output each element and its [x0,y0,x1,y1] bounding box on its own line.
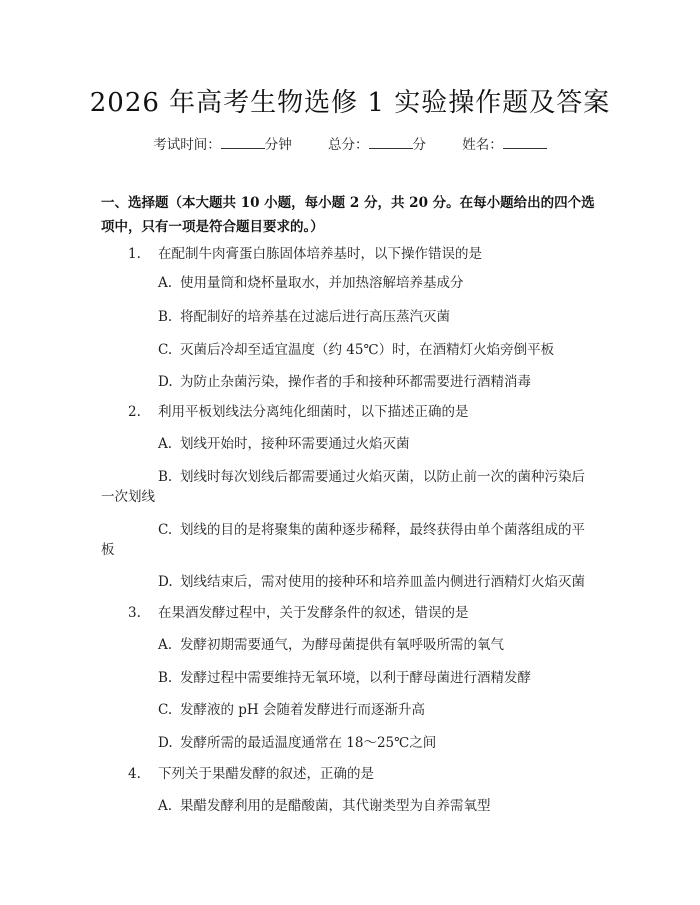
total-score-label: 总分： [328,137,369,153]
option-text: 发酵过程中需要维持无氧环境，以利于酵母菌进行酒精发酵 [180,670,531,686]
option-1c [158,340,554,360]
exam-time-field [153,133,292,153]
option-letter: B. [158,469,173,485]
option-2a [158,434,410,454]
option-letter: C. [158,342,173,358]
option-letter: C. [158,522,173,538]
question-stem: 在配制牛肉膏蛋白胨固体培养基时，以下操作错误的是 [158,246,482,262]
exam-time-unit: 分钟 [264,137,292,153]
option-letter: A. [158,798,173,814]
option-letter: D. [158,735,173,751]
option-3d [158,733,436,753]
option-1a [158,273,464,293]
option-text: 划线时每次划线后都需要通过火焰灭菌，以防止前一次的菌种污染后 [180,469,585,485]
total-score-field [328,133,426,153]
total-score-unit: 分 [412,137,426,153]
option-letter: B. [158,309,173,325]
option-4a [158,796,491,816]
option-letter: D. [158,574,173,590]
exam-meta [0,133,700,153]
question-stem: 在果酒发酵过程中，关于发酵条件的叙述，错误的是 [158,605,469,621]
option-3c [158,700,425,720]
option-text: 划线的目的是将聚集的菌种逐步稀释，最终获得由单个菌落组成的平 [180,522,585,538]
name-field [462,133,547,153]
question-number: 3. [128,605,141,621]
question-stem: 下列关于果醋发酵的叙述，正确的是 [158,766,374,782]
option-text: 发酵初期需要通气，为酵母菌提供有氧呼吸所需的氧气 [180,637,504,653]
exam-time-label: 考试时间： [153,137,221,153]
option-letter: B. [158,670,173,686]
option-2b [158,467,585,487]
page-title: 2026 年高考生物选修 1 实验操作题及答案 [89,88,611,118]
name-label: 姓名： [462,137,503,153]
question-4 [128,764,374,784]
option-letter: A. [158,436,173,452]
question-2 [128,402,469,422]
option-text: 发酵液的 pH 会随着发酵进行而逐渐升高 [180,702,425,718]
question-1 [128,244,482,264]
option-2c-continuation: 板 [101,542,115,558]
option-text: 为防止杂菌污染，操作者的手和接种环都需要进行酒精消毒 [180,374,531,390]
option-letter: A. [158,637,173,653]
option-text: 灭菌后冷却至适宜温度（约 45℃）时，在酒精灯火焰旁倒平板 [180,342,555,358]
name-blank [503,136,547,149]
section-header: 一、选择题（本大题共 10 小题，每小题 2 分，共 20 分。在每小题给出的四个选项中，只有一项是符合题目要求的。） [101,195,595,235]
option-3a [158,635,504,655]
exam-time-blank [221,136,265,149]
question-stem: 利用平板划线法分离纯化细菌时，以下描述正确的是 [158,404,469,420]
question-number: 1. [128,246,141,262]
option-text: 果醋发酵利用的是醋酸菌，其代谢类型为自养需氧型 [180,798,491,814]
option-letter: D. [158,374,173,390]
option-text: 将配制好的培养基在过滤后进行高压蒸汽灭菌 [180,309,450,325]
option-letter: C. [158,702,173,718]
option-text: 划线开始时，接种环需要通过火焰灭菌 [180,436,410,452]
question-3 [128,603,469,623]
question-number: 4. [128,766,141,782]
option-1d [158,372,531,392]
question-number: 2. [128,404,141,420]
option-3b [158,668,531,688]
option-text: 划线结束后，需对使用的接种环和培养皿盖内侧进行酒精灯火焰灭菌 [180,574,585,590]
option-text: 使用量筒和烧杯量取水，并加热溶解培养基成分 [180,275,464,291]
option-1b [158,307,450,327]
option-2d [158,572,585,592]
option-2b-continuation: 一次划线 [101,489,155,505]
option-2c [158,520,585,540]
option-text: 发酵所需的最适温度通常在 18～25℃之间 [180,735,437,751]
total-score-blank [369,136,413,149]
option-letter: A. [158,275,173,291]
